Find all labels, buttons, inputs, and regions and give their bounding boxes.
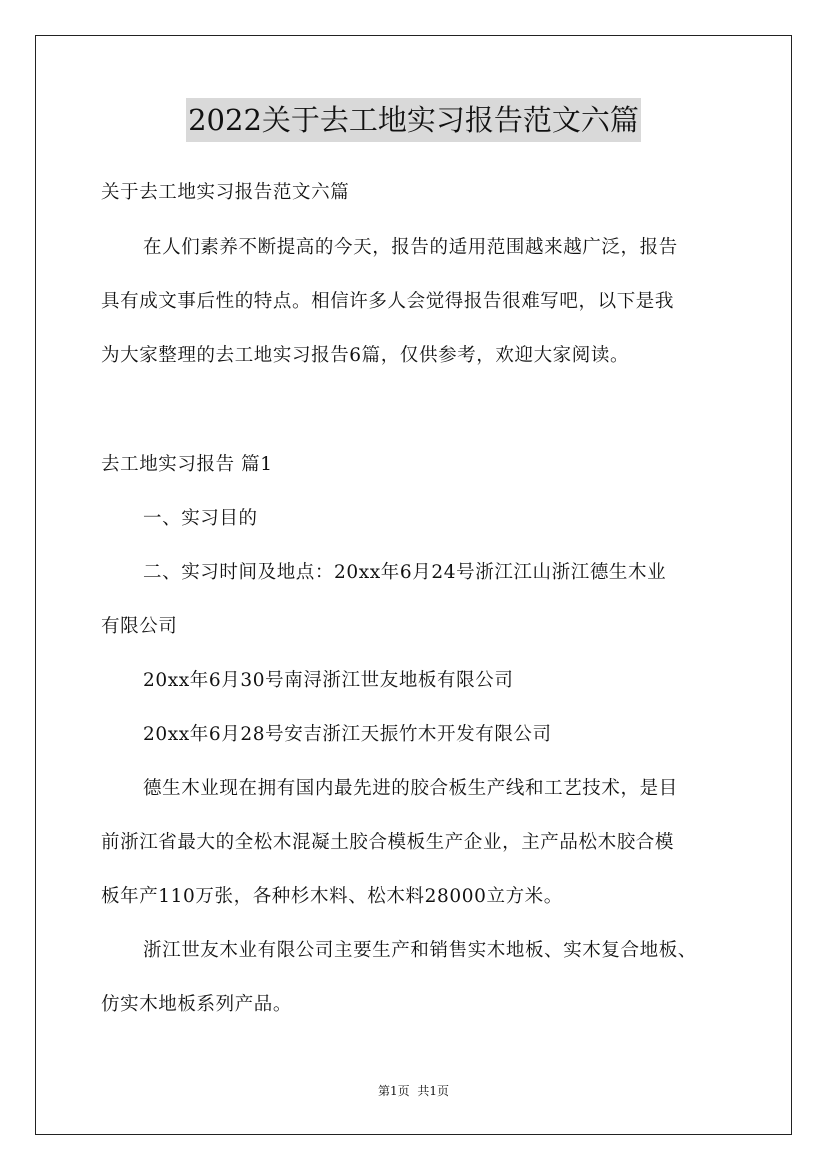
paragraph-line: 20xx年6月30号南浔浙江世友地板有限公司 [143,670,514,691]
paragraph-line: 为大家整理的去工地实习报告6篇，仅供参考，欢迎大家阅读。 [101,345,630,366]
section-heading: 去工地实习报告 篇1 [101,454,273,475]
document-subtitle: 关于去工地实习报告范文六篇 [101,182,350,203]
paragraph-line: 德生木业现在拥有国内最先进的胶合板生产线和工艺技术，是目 [143,778,678,799]
paragraph-line: 一、实习目的 [143,508,258,529]
paragraph-line: 在人们素养不断提高的今天，报告的适用范围越来越广泛，报告 [143,237,678,258]
paragraph-line: 板年产110万张，各种杉木料、松木料28000立方米。 [101,886,563,907]
paragraph-line: 仿实木地板系列产品。 [101,994,293,1015]
paragraph-line: 二、实习时间及地点：20xx年6月24号浙江江山浙江德生木业 [143,562,667,583]
paragraph-line: 具有成文事后性的特点。相信许多人会觉得报告很难写吧，以下是我 [101,291,675,312]
page-number: 第1页 [377,1084,410,1098]
paragraph-line: 有限公司 [101,616,178,637]
document-title: 2022关于去工地实习报告范文六篇 [186,98,641,142]
page-footer [0,1083,827,1099]
page-total: 共1页 [417,1084,450,1098]
title-container [0,98,827,142]
paragraph-line: 20xx年6月28号安吉浙江天振竹木开发有限公司 [143,724,552,745]
paragraph-line: 前浙江省最大的全松木混凝土胶合模板生产企业，主产品松木胶合模 [101,832,675,853]
paragraph-line: 浙江世友木业有限公司主要生产和销售实木地板、实木复合地板、 [143,940,697,961]
